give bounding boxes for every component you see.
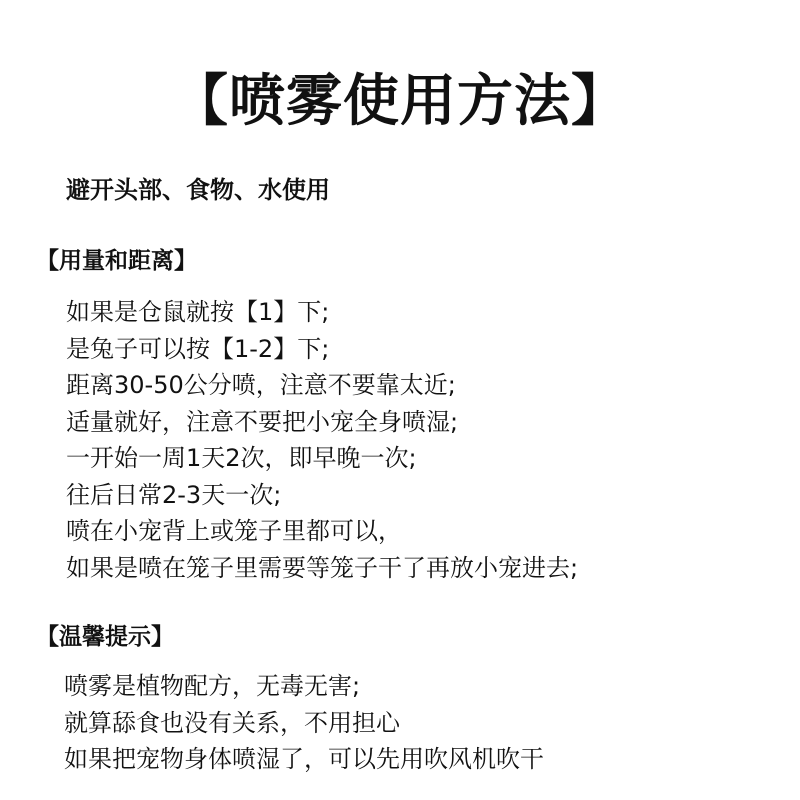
tips-line: 喷雾是植物配方，无毒无害;	[64, 672, 361, 700]
usage-line: 是兔子可以按【1-2】下;	[66, 334, 330, 363]
tips-heading: 【温馨提示】	[36, 624, 174, 650]
usage-line: 如果是仓鼠就按【1】下;	[66, 298, 330, 326]
usage-heading: 【用量和距离】	[36, 248, 197, 274]
usage-line: 往后日常2-3天一次;	[66, 480, 282, 509]
tips-line: 如果把宠物身体喷湿了，可以先用吹风机吹干	[64, 745, 544, 773]
usage-line: 喷在小宠背上或笼子里都可以，	[66, 517, 402, 545]
usage-line: 适量就好，注意不要把小宠全身喷湿;	[66, 407, 459, 436]
usage-line: 如果是喷在笼子里需要等笼子干了再放小宠进去;	[66, 553, 579, 582]
page-title: 【喷雾使用方法】	[172, 69, 628, 134]
avoid-note: 避开头部、食物、水使用	[66, 176, 330, 204]
usage-line: 距离30-50公分喷，注意不要靠太近;	[66, 371, 456, 399]
usage-list	[66, 294, 578, 586]
tips-list	[64, 668, 544, 778]
usage-line: 一开始一周1天2次，即早晚一次;	[66, 444, 417, 472]
tips-line: 就算舔食也没有关系，不用担心	[64, 708, 400, 737]
